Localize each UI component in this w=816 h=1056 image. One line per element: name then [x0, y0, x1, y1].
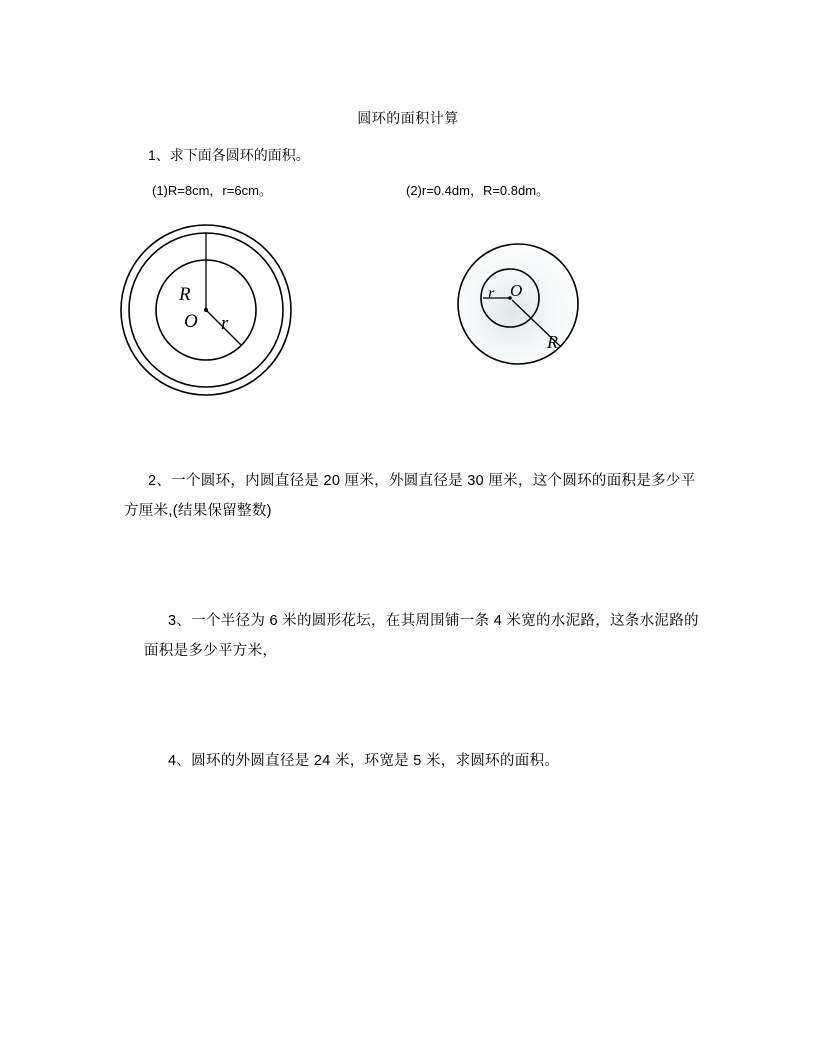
label-R: R: [547, 332, 558, 352]
question-1a-values: (1)R=8cm，r=6cm。: [152, 183, 272, 198]
label-r: r: [221, 313, 229, 334]
annulus-diagram-right-svg: [450, 236, 586, 372]
question-2: 2、一个圆环，内圆直径是 20 厘米，外圆直径是 30 厘米，这个圆环的面积是多少平方厘米,(结果保留整数): [124, 473, 696, 519]
page-title: 圆环的面积计算: [357, 110, 459, 126]
annulus-diagram-left-svg: [118, 222, 294, 398]
question-1-stem: 1、求下面各圆环的面积。: [148, 147, 310, 163]
label-O: O: [510, 281, 523, 300]
annulus-figure-right: [450, 236, 586, 377]
question-1b-values: (2)r=0.4dm，R=0.8dm。: [406, 183, 550, 198]
annulus-figure-left: [118, 222, 294, 403]
label-r: r: [488, 285, 495, 302]
label-R: R: [179, 284, 191, 305]
question-3: 3、一个半径为 6 米的圆形花坛，在其周围铺一条 4 米宽的水泥路，这条水泥路的面积是多少平方米，: [144, 613, 699, 659]
question-4: 4、圆环的外圆直径是 24 米，环宽是 5 米，求圆环的面积。: [168, 753, 560, 769]
center-dot: [204, 308, 208, 312]
label-O: O: [184, 311, 198, 332]
